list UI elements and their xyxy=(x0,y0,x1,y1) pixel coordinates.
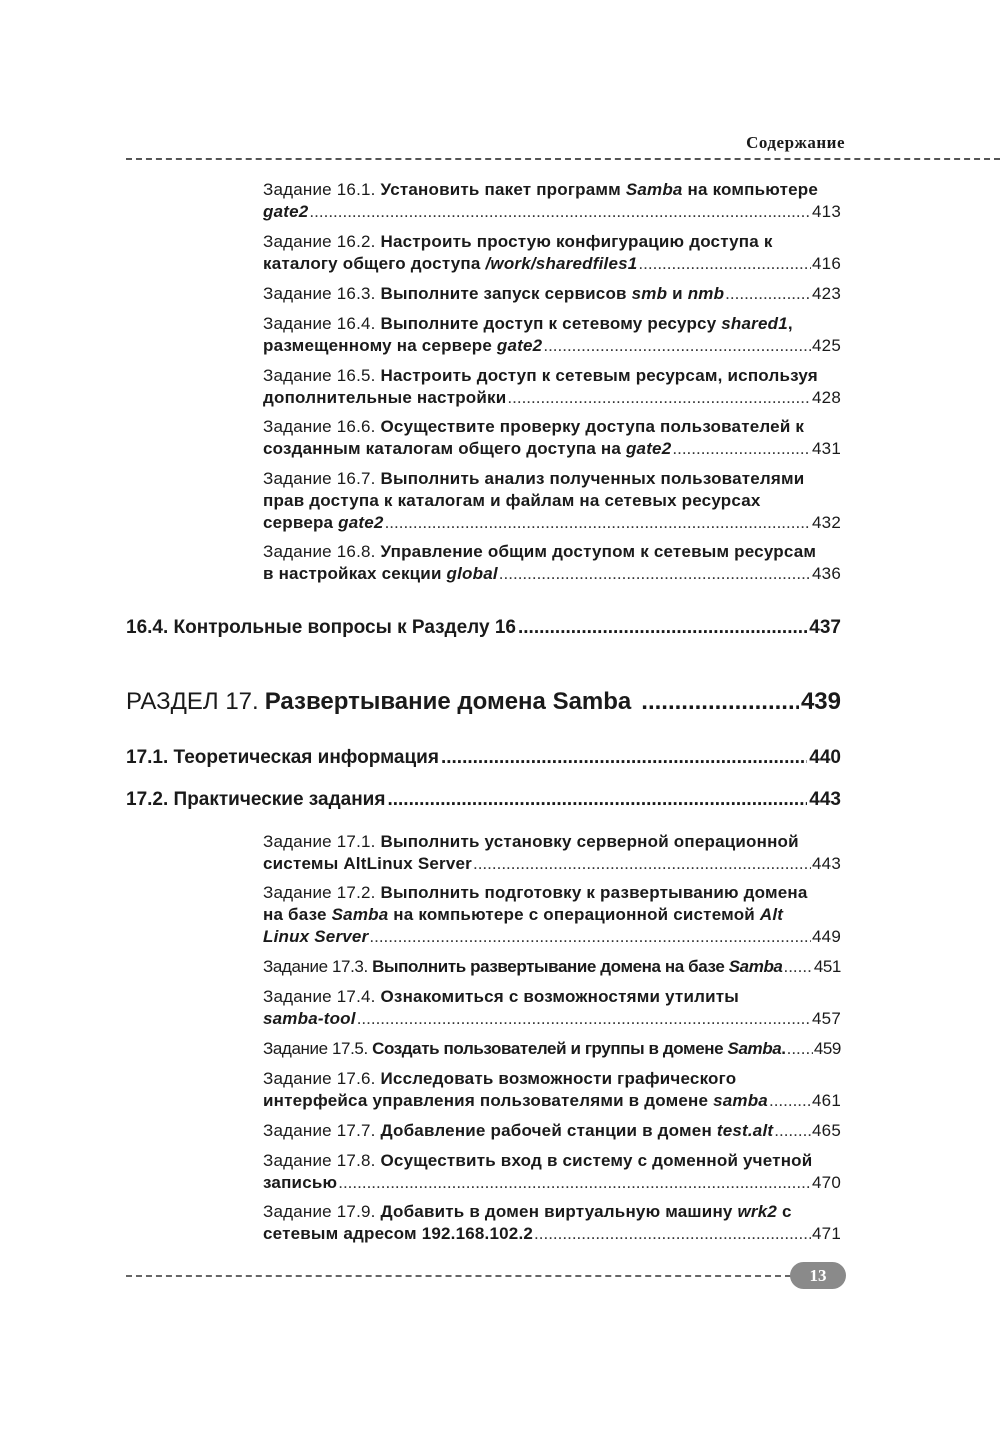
task-title: Добавление рабочей станции в домен test.alt xyxy=(380,1121,774,1140)
task-title: Управление общим доступом к сетевым ресурсам xyxy=(380,542,817,561)
entry-line xyxy=(263,179,841,201)
entry-last-line xyxy=(263,283,841,305)
toc-task-entry[interactable] xyxy=(263,1038,841,1060)
toc-page: 461 xyxy=(812,1091,841,1110)
toc-task-entry[interactable] xyxy=(263,831,841,875)
task-title: сетевым адресом 192.168.102.2 xyxy=(263,1224,534,1243)
toc-section-17[interactable] xyxy=(126,688,841,716)
toc-page: 428 xyxy=(812,388,841,407)
task-title: размещенному на сервере gate2 xyxy=(263,336,543,355)
toc-page: 443 xyxy=(812,854,841,873)
running-head: Содержание xyxy=(746,133,845,152)
toc-page: 449 xyxy=(812,927,841,946)
toc-task-entry[interactable] xyxy=(263,541,841,585)
entry-last-line xyxy=(263,926,841,948)
section-label: РАЗДЕЛ 17. xyxy=(126,688,259,715)
toc-task-entry[interactable] xyxy=(263,416,841,460)
task-title: системы AltLinux Server xyxy=(263,854,472,873)
toc-subsection-17-1[interactable] xyxy=(126,747,841,769)
toc-page: 459 xyxy=(813,1039,841,1058)
toc-page: 439 xyxy=(800,688,841,715)
leader-dots xyxy=(357,1008,811,1030)
entry-last-line xyxy=(263,853,841,875)
leader-dots xyxy=(387,789,807,811)
task-title: samba-tool xyxy=(263,1009,356,1028)
task-title: Выполните доступ к сетевому ресурсу shared1, xyxy=(380,314,793,333)
toc-page: 451 xyxy=(813,957,841,976)
leader-dots xyxy=(338,1172,811,1194)
toc-page: 465 xyxy=(812,1121,841,1140)
toc-page: 413 xyxy=(812,202,841,221)
toc-task-entry[interactable] xyxy=(263,1120,841,1142)
task-title: Выполнить развертывание домена на базе Samba xyxy=(372,957,783,976)
task-prefix: Задание 17.4. xyxy=(263,987,381,1006)
toc-subsection-16-4[interactable] xyxy=(126,617,841,639)
task-title: в настройках секции global xyxy=(263,564,498,583)
leader-dots xyxy=(518,617,807,639)
toc-page: 432 xyxy=(812,513,841,532)
task-title: Выполнить анализ полученных пользователями xyxy=(380,469,805,488)
entry-last-line xyxy=(263,563,841,585)
toc-page: 471 xyxy=(812,1224,841,1243)
toc-page: 425 xyxy=(812,336,841,355)
entry-last-line xyxy=(263,1120,841,1142)
leader-dots xyxy=(441,747,807,769)
bottom-divider xyxy=(126,1275,791,1277)
toc-page: 437 xyxy=(809,617,841,638)
toc-subsection-title: 17.2. Практические задания xyxy=(126,789,386,810)
toc-page: 457 xyxy=(812,1009,841,1028)
task-prefix: Задание 17.3. xyxy=(263,957,373,976)
entry-line xyxy=(263,541,841,563)
task-prefix: Задание 16.6. xyxy=(263,417,381,436)
entry-last-line xyxy=(263,438,841,460)
toc-task-entry[interactable] xyxy=(263,468,841,534)
task-title: записью xyxy=(263,1173,338,1192)
toc-page: 440 xyxy=(809,747,841,768)
toc-task-entry[interactable] xyxy=(263,1068,841,1112)
leader-dots xyxy=(783,956,812,978)
toc-page: 470 xyxy=(812,1173,841,1192)
entry-line xyxy=(263,831,841,853)
entry-line xyxy=(263,313,841,335)
leader-dots xyxy=(641,688,799,716)
task-title: gate2 xyxy=(263,202,309,221)
leader-dots xyxy=(769,1090,811,1112)
task-prefix: Задание 16.2. xyxy=(263,232,381,251)
task-title: Осуществить вход в систему с доменной учетной xyxy=(380,1151,813,1170)
leader-dots xyxy=(385,512,811,534)
entry-line xyxy=(263,882,841,904)
toc-task-entry[interactable] xyxy=(263,231,841,275)
entry-last-line xyxy=(263,1090,841,1112)
leader-dots xyxy=(725,283,811,305)
task-prefix: Задание 17.1. xyxy=(263,832,381,851)
entry-line xyxy=(263,986,841,1008)
task-title: Linux Server xyxy=(263,927,369,946)
task-title: Настроить доступ к сетевым ресурсам, используя xyxy=(380,366,818,385)
entry-last-line xyxy=(263,335,841,357)
toc-page: 436 xyxy=(812,564,841,583)
top-divider xyxy=(126,158,1000,160)
task-prefix: Задание 17.9. xyxy=(263,1202,381,1221)
leader-dots xyxy=(507,387,811,409)
task-prefix: Задание 17.6. xyxy=(263,1069,381,1088)
toc-task-entry[interactable] xyxy=(263,1150,841,1194)
entry-line xyxy=(263,1201,841,1223)
task-title: Выполнить установку серверной операционной xyxy=(380,832,799,851)
leader-dots xyxy=(787,1038,813,1060)
task-title: Установить пакет программ Samba на компьютере xyxy=(380,180,819,199)
task-title: созданным каталогам общего доступа на gate2 xyxy=(263,439,672,458)
entry-line xyxy=(263,365,841,387)
entry-last-line xyxy=(263,253,841,275)
task-prefix: Задание 16.8. xyxy=(263,542,381,561)
toc-task-entry[interactable] xyxy=(263,1201,841,1245)
toc-subsection-17-2[interactable] xyxy=(126,789,841,811)
task-title: Настроить простую конфигурацию доступа к xyxy=(380,232,773,251)
task-title: Выполните запуск сервисов smb и nmb xyxy=(380,284,725,303)
entry-last-line xyxy=(263,1223,841,1245)
entry-last-line xyxy=(263,956,841,978)
toc-task-entry[interactable] xyxy=(263,882,841,948)
leader-dots xyxy=(534,1223,811,1245)
page-number-badge: 13 xyxy=(790,1262,846,1289)
task-title: дополнительные настройки xyxy=(263,388,507,407)
entry-line xyxy=(263,231,841,253)
task-prefix: Задание 17.5. xyxy=(263,1039,373,1058)
entry-last-line xyxy=(263,512,841,534)
entry-last-line xyxy=(263,387,841,409)
toc-subsection-title: 17.1. Теоретическая информация xyxy=(126,747,439,768)
entry-line xyxy=(263,416,841,438)
entry-last-line xyxy=(263,201,841,223)
entry-line: на базе Samba на компьютере с операционной системой Alt xyxy=(263,905,784,924)
entry-line: прав доступа к каталогам и файлам на сетевых ресурсах xyxy=(263,491,761,510)
toc-page: 423 xyxy=(812,284,841,303)
task-title: Исследовать возможности графического xyxy=(380,1069,737,1088)
task-title: сервера gate2 xyxy=(263,513,384,532)
entry-line xyxy=(263,1068,841,1090)
task-prefix: Задание 16.5. xyxy=(263,366,381,385)
task-title: Выполнить подготовку к развертыванию домена xyxy=(380,883,808,902)
toc-page: 416 xyxy=(812,254,841,273)
task-prefix: Задание 16.3. xyxy=(263,284,381,303)
task-prefix: Задание 16.4. xyxy=(263,314,381,333)
toc-task-entry[interactable] xyxy=(263,179,841,223)
entry-last-line xyxy=(263,1038,841,1060)
entry-line xyxy=(263,468,841,490)
task-prefix: Задание 17.8. xyxy=(263,1151,381,1170)
task-title: интерфейса управления пользователями в домене samba xyxy=(263,1091,768,1110)
leader-dots xyxy=(774,1120,811,1142)
toc-task-entry[interactable] xyxy=(263,986,841,1030)
section-title: Развертывание домена Samba xyxy=(264,688,632,715)
task-prefix: Задание 16.1. xyxy=(263,180,381,199)
task-title: Добавить в домен виртуальную машину wrk2 с xyxy=(380,1202,792,1221)
task-prefix: Задание 17.2. xyxy=(263,883,381,902)
task-title: каталогу общего доступа /work/sharedfiles1 xyxy=(263,254,638,273)
task-title: Ознакомиться с возможностями утилиты xyxy=(380,987,740,1006)
leader-dots xyxy=(473,853,811,875)
task-title: Осуществите проверку доступа пользователей к xyxy=(380,417,805,436)
task-title: Создать пользователей и группы в домене Samba. xyxy=(372,1039,786,1058)
entry-last-line xyxy=(263,1172,841,1194)
task-prefix: Задание 17.7. xyxy=(263,1121,381,1140)
toc-task-entry[interactable] xyxy=(263,313,841,357)
leader-dots xyxy=(543,335,811,357)
leader-dots xyxy=(638,253,811,275)
entry-line xyxy=(263,1150,841,1172)
toc-page: 443 xyxy=(809,789,841,810)
toc-task-entry[interactable] xyxy=(263,365,841,409)
toc-task-entry[interactable] xyxy=(263,283,841,305)
toc-subsection-title: 16.4. Контрольные вопросы к Разделу 16 xyxy=(126,617,516,638)
leader-dots xyxy=(369,926,811,948)
toc-task-entry[interactable] xyxy=(263,956,841,978)
leader-dots xyxy=(672,438,811,460)
entry-last-line xyxy=(263,1008,841,1030)
leader-dots xyxy=(499,563,811,585)
leader-dots xyxy=(309,201,811,223)
toc-page: 431 xyxy=(812,439,841,458)
task-prefix: Задание 16.7. xyxy=(263,469,381,488)
